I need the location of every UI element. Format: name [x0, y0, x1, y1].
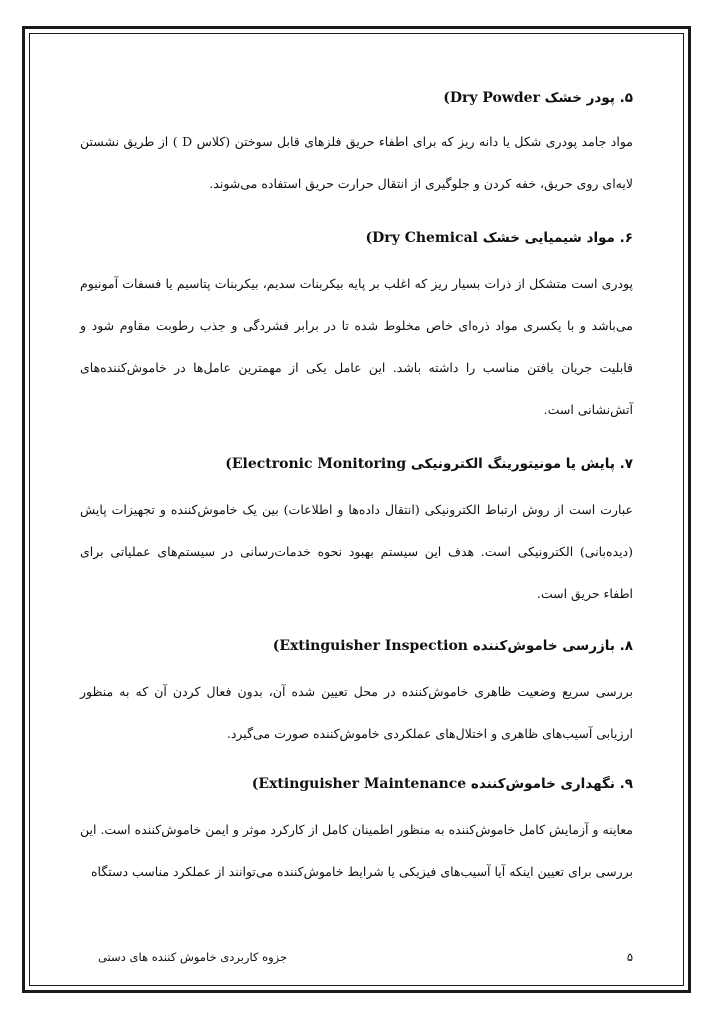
section-number: ۶. [619, 230, 633, 246]
section-title-en: (Extinguisher Maintenance [251, 776, 467, 792]
section-title-en: (Dry Chemical [365, 230, 478, 246]
section-paragraph: پودری است متشکل از ذرات بسیار ریز که اغلب بر پایه بیکربنات سدیم، بیکربنات پتاسیم یا فسفات آمونیوم می‌باشد و با یکسری مواد ذره‌ای خاص مخلوط شده تا در برابر فشردگی و جذب رطوبت مقاوم شود و قابلیت جریان یافتن مناسب را داشته باشد. این عامل یکی از مهمترین عامل‌ها در خاموش‌کننده‌های آتش‌نشانی است. [80, 276, 633, 417]
section-number: ۵. [619, 90, 633, 106]
section-paragraph: معاینه و آزمایش کامل خاموش‌کننده به منظور اطمینان کامل از کارکرد موثر و ایمن خاموش‌کننده است. این بررسی برای تعیین اینکه آیا آسیب‌های فیزیکی یا شرایط خاموش‌کننده می‌توانند از عملکرد مناسب دستگاه [80, 822, 633, 879]
section-heading [80, 228, 633, 248]
section-heading [80, 774, 633, 794]
section-title-fa: مواد شیمیایی خشک [482, 230, 615, 246]
section-dry-powder [80, 88, 633, 205]
section-dry-chemical [80, 228, 633, 431]
page-number: ۵ [626, 950, 633, 964]
section-paragraph: بررسی سریع وضعیت ظاهری خاموش‌کننده در محل تعیین شده آن، بدون فعال کردن آن که به منظور ارزیابی آسیب‌های ظاهری و اختلال‌های عملکردی خاموش‌کننده صورت می‌گیرد. [80, 684, 633, 741]
section-electronic-monitoring [80, 454, 633, 615]
section-number: ۷. [619, 456, 633, 472]
section-extinguisher-inspection [80, 636, 633, 755]
page-footer [80, 950, 633, 970]
section-paragraph: عبارت است از روش ارتباط الکترونیکی (انتقال داده‌ها و اطلاعات) بین یک خاموش‌کننده و تجهیزات پایش (دیده‌بانی) الکترونیکی است. هدف این سیستم بهبود نحوه خدمات‌رسانی در سیستم‌های عملیاتی برای اطفاء حریق است. [80, 502, 633, 601]
section-extinguisher-maintenance [80, 774, 633, 893]
section-heading [80, 88, 633, 108]
section-number: ۹. [619, 776, 633, 792]
section-number: ۸. [619, 638, 633, 654]
section-title-en: (Dry Powder [443, 90, 540, 106]
section-paragraph: مواد جامد پودری شکل یا دانه ریز که برای اطفاء حریق فلزهای قابل سوختن (کلاس D ) از طریق نشستن لایه‌ای روی حریق، خفه کردن و جلوگیری از انتقال حرارت حریق استفاده می‌شوند. [80, 134, 633, 191]
section-title-fa: نگهداری خاموش‌کننده [470, 776, 615, 792]
section-title-fa: پایش یا مونیتورینگ الکترونیکی [410, 456, 615, 472]
section-title-fa: پودر خشک [544, 90, 615, 106]
section-heading [80, 454, 633, 474]
section-title-fa: بازرسی خاموش‌کننده [472, 638, 615, 654]
footer-title: جزوه کاربردی خاموش کننده های دستی [98, 950, 288, 964]
section-heading [80, 636, 633, 656]
section-title-en: (Extinguisher Inspection [272, 638, 468, 654]
section-title-en: (Electronic Monitoring [225, 456, 407, 472]
